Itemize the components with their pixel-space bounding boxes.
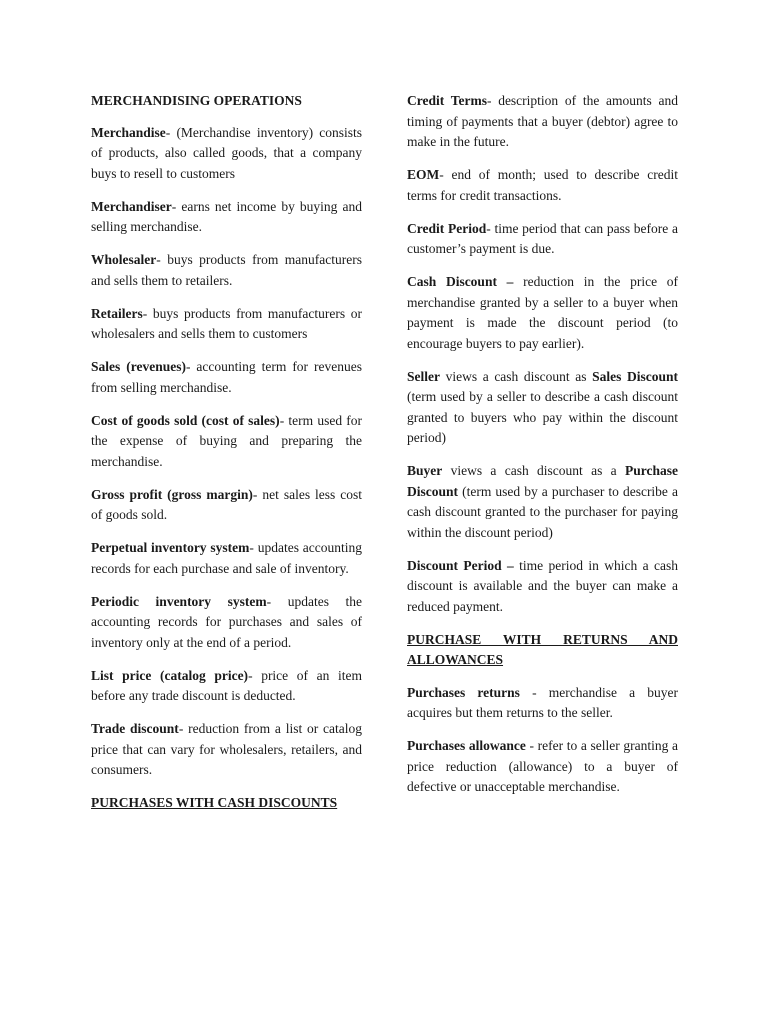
term: Retailers — [91, 305, 143, 321]
term: Sales Discount — [592, 368, 678, 384]
term: EOM — [407, 167, 440, 182]
term: Credit Period — [407, 220, 487, 236]
term: Merchandise — [91, 124, 166, 140]
term: Purchases allowance — [407, 738, 526, 753]
term: Periodic inventory system — [91, 593, 267, 609]
term: Credit Terms — [407, 93, 487, 108]
section-heading-returns-allowances: PURCHASE WITH RETURNS AND ALLOWANCES — [407, 631, 678, 667]
definition-credit-terms: Credit Terms- description of the amounts and timing of payments that a buyer (debtor) agree to make in the future. — [407, 93, 679, 149]
term: Cost of goods sold (cost of sales) — [91, 412, 280, 428]
section-heading-cash-discounts: PURCHASES WITH CASH DISCOUNTS — [91, 795, 338, 810]
definition-cash-discount: Cash Discount – reduction in the price of merchandise granted by a seller to a buyer when payment is made the discount period (to encourage buyers to pay earlier). — [407, 274, 679, 351]
definition-list-price: List price (catalog price)- price of an item before any trade discount is deducted. — [91, 667, 363, 703]
definition-purchases-returns: Purchases returns - merchandise a buyer acquires but them returns to the seller. — [407, 684, 679, 720]
definition-retailers: Retailers- buys products from manufacturers or wholesalers and sells them to customers — [91, 305, 362, 341]
term: Purchases returns — [407, 684, 520, 700]
term: Seller — [407, 368, 440, 384]
term: List price (catalog price) — [91, 667, 249, 683]
definition-gross-profit: Gross profit (gross margin)- net sales less cost of goods sold. — [91, 486, 363, 522]
term: Gross profit (gross margin) — [91, 486, 253, 502]
definition-perpetual-inventory: Perpetual inventory system- updates accounting records for each purchase and sale of inventory. — [91, 540, 362, 576]
term: Purchase Discount — [407, 463, 678, 499]
definition-purchases-allowance: Purchases allowance - refer to a seller granting a price reduction (allowance) to a buyer of defective or unacceptable merchandise. — [407, 738, 678, 794]
term: Sales (revenues) — [91, 359, 186, 374]
definition-merchandiser: Merchandiser- earns net income by buying and selling merchandise. — [91, 198, 362, 234]
definition-trade-discount: Trade discount- reduction from a list or catalog price that can vary for wholesalers, retailers, and consumers. — [91, 721, 363, 777]
page-title: MERCHANDISING OPERATIONS — [91, 93, 302, 108]
definition-sales: Sales (revenues)- accounting term for revenues from selling merchandise. — [91, 359, 362, 395]
term: Buyer — [407, 463, 443, 478]
definition-eom: EOM- end of month; used to describe credit terms for credit transactions. — [407, 167, 678, 203]
term: Trade discount — [91, 721, 179, 736]
term: Merchandiser — [91, 198, 172, 214]
right-column — [407, 91, 678, 810]
term: Wholesaler — [91, 252, 157, 267]
definition-periodic-inventory: Periodic inventory system- updates the accounting records for purchases and sales of inventory only at the end of a period. — [91, 593, 363, 650]
definition-seller: Seller views a cash discount as Sales Discount (term used by a seller to describe a cash discount granted to buyers who pay within the discount period) — [407, 368, 678, 445]
term: Cash Discount — [407, 274, 497, 289]
definition-wholesaler: Wholesaler- buys products from manufacturers and sells them to retailers. — [91, 252, 362, 288]
definition-cost-of-goods-sold: Cost of goods sold (cost of sales)- term used for the expense of buying and preparing the merchandise. — [91, 412, 363, 469]
term: Discount Period — [407, 557, 502, 573]
definition-credit-period: Credit Period- time period that can pass before a customer’s payment is due. — [407, 220, 679, 256]
left-column — [91, 91, 362, 826]
definition-discount-period: Discount Period – time period in which a cash discount is available and the buyer can make a reduced payment. — [407, 557, 679, 614]
definition-buyer: Buyer views a cash discount as a Purchase Discount (term used by a purchaser to describe a cash discount granted to the purchaser for paying within the discount period) — [407, 463, 678, 540]
definition-merchandise: Merchandise- (Merchandise inventory) consists of products, also called goods, that a company buys to resell to customers — [91, 124, 362, 181]
term: Perpetual inventory system — [91, 540, 250, 555]
